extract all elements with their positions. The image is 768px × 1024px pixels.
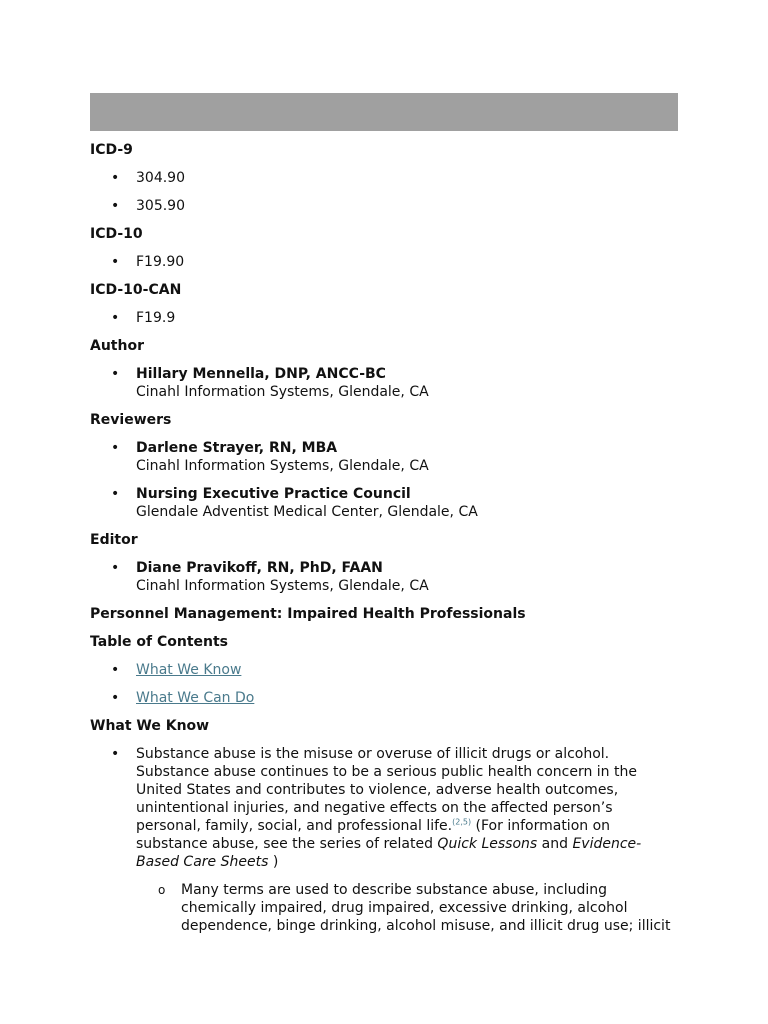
icd10-code: • F19.90 [90,253,678,271]
reviewer-entry [90,439,678,475]
document-page [90,93,678,945]
author-name: • Hillary Mennella, DNP, ANCC-BC [136,366,386,382]
icd10can-heading: ICD-10-CAN [90,282,182,298]
toc-item [90,689,678,707]
what-we-know-sublist [136,881,678,935]
para-text: ) [268,854,279,870]
icd9-heading: ICD-9 [90,142,133,158]
what-we-know-heading: What We Know [90,718,210,734]
reviewer-affiliation: Glendale Adventist Medical Center, Glendale, CA [136,504,478,520]
toc-link-what-we-can-do[interactable]: What We Can Do [136,690,255,706]
header-bar [90,93,678,131]
icd10can-code-list [90,309,678,327]
toc-item [90,661,678,679]
citation-link[interactable]: (2,5) [452,817,472,827]
toc-heading: Table of Contents [90,634,229,650]
editor-affiliation: Cinahl Information Systems, Glendale, CA [136,578,429,594]
icd10-code-list [90,253,678,271]
what-we-know-subitem: o Many terms are used to describe substance abuse, including chemically impaired, drug impaired, excessive drinking, alcohol dependence, binge drinking, alcohol misuse, and illicit drug use; illicit [90,881,678,935]
toc-list [90,661,678,707]
para-text: and [537,836,573,852]
what-we-know-item [90,745,678,935]
editor-name: • Diane Pravikoff, RN, PhD, FAAN [136,560,383,576]
editor-entry [90,559,678,595]
reviewer-name: • Darlene Strayer, RN, MBA [136,440,338,456]
reviewer-entry [90,485,678,521]
icd9-code-list [90,169,678,215]
author-heading: Author [90,338,144,354]
author-entry [90,365,678,401]
toc-link-what-we-know[interactable]: What We Know [136,662,242,678]
author-affiliation: Cinahl Information Systems, Glendale, CA [136,384,429,400]
document-title: Personnel Management: Impaired Health Professionals [90,606,526,622]
icd10can-code: • F19.9 [90,309,678,327]
icd9-code: • 305.90 [90,197,678,215]
para-emphasis: Evidence-Based Care Sheets [136,836,642,870]
para-emphasis: Quick Lessons [437,836,538,852]
reviewer-name: • Nursing Executive Practice Council [136,486,411,502]
icd10-heading: ICD-10 [90,226,143,242]
what-we-know-list [90,745,678,935]
icd9-code: • 304.90 [90,169,678,187]
para-text: Substance abuse is the misuse or overuse of illicit drugs or alcohol. Substance abuse continues to be a serious public health concern in the United States and contributes to violence, adverse health outcomes, unintentional injuries, and negative effects on the affected person’s personal, family, social, and professional life. [136,746,637,834]
author-list [90,365,678,401]
para-text: (For information on substance abuse, see the series of related [136,818,611,852]
editor-list [90,559,678,595]
reviewer-affiliation: Cinahl Information Systems, Glendale, CA [136,458,429,474]
editor-heading: Editor [90,532,138,548]
reviewers-list [90,439,678,521]
reviewers-heading: Reviewers [90,412,172,428]
